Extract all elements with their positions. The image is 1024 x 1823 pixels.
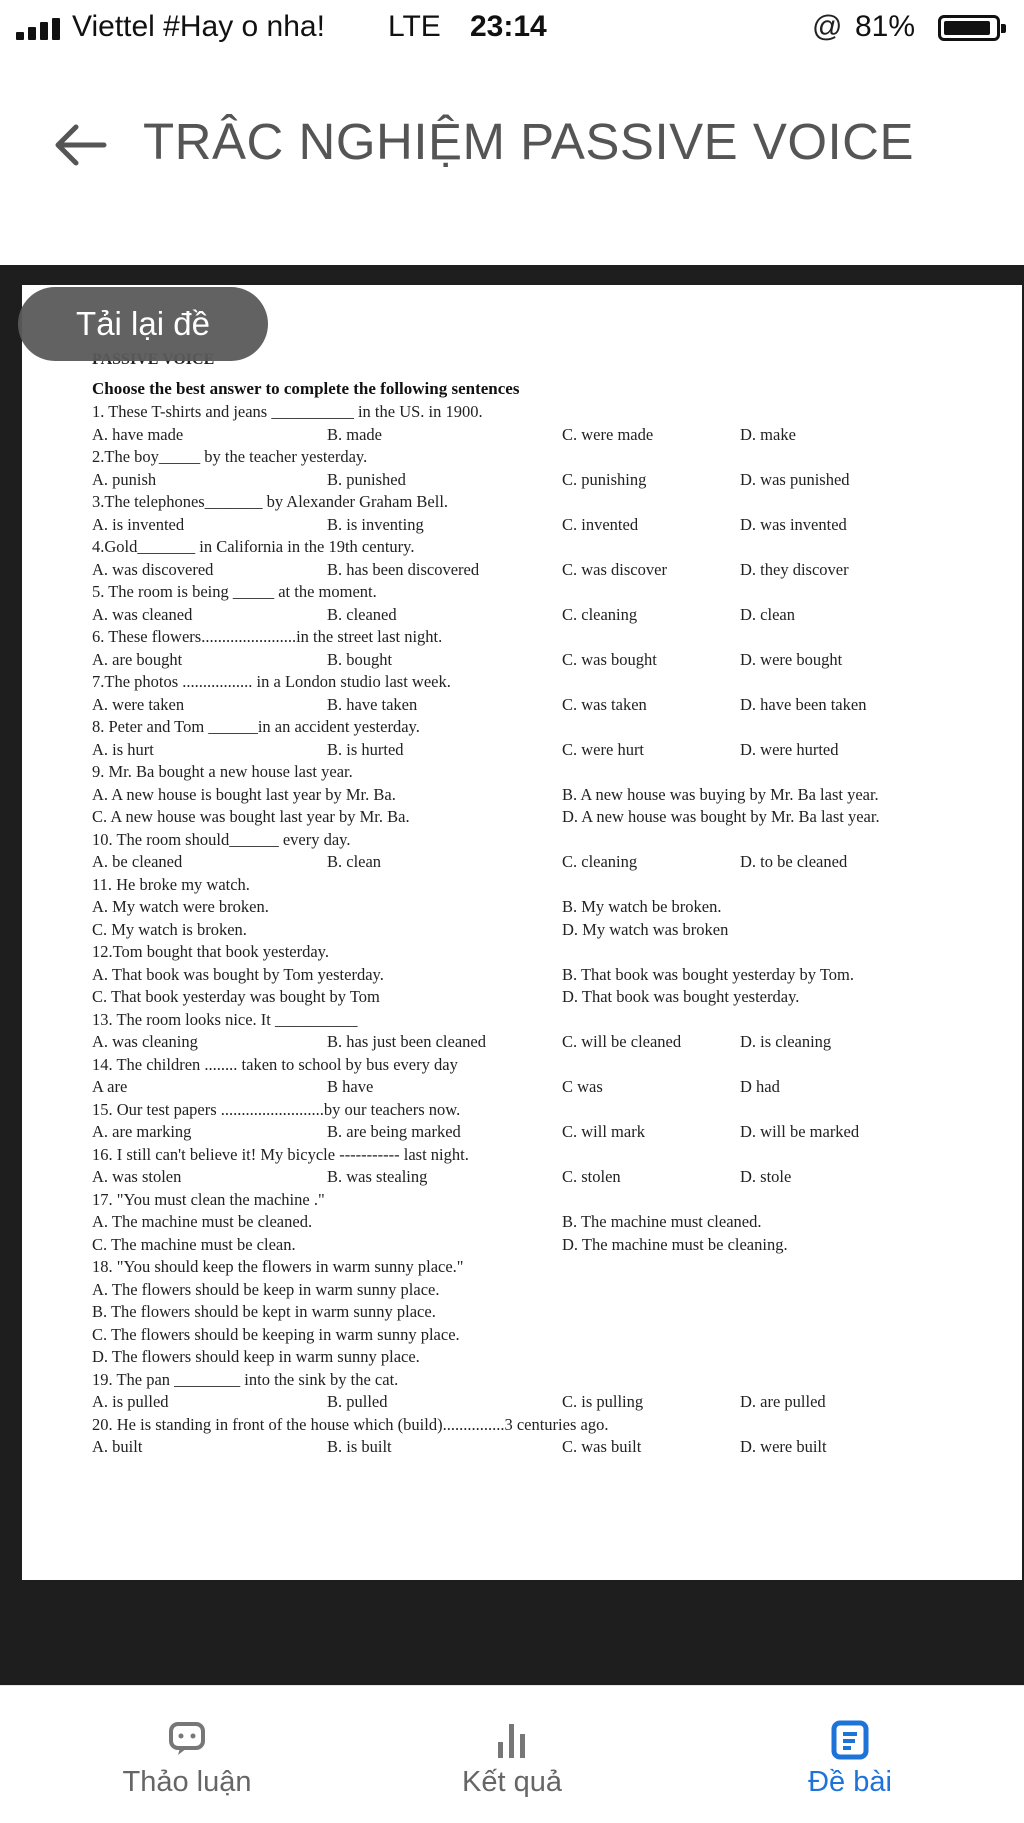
answer-option: C. was bought <box>562 649 657 669</box>
answer-option: D. A new house was bought by Mr. Ba last year. <box>562 807 880 826</box>
answer-option: C. cleaning <box>562 604 638 624</box>
answer-option: C. That book yesterday was bought by Tom <box>92 987 380 1006</box>
nav-label-discussion: Thảo luận <box>122 1766 252 1798</box>
answer-option: D. The machine must be cleaning. <box>562 1234 788 1254</box>
answer-option: C. is pulling <box>562 1392 644 1411</box>
answer-option: A. My watch were broken. <box>92 897 269 916</box>
network-type: LTE <box>388 10 441 43</box>
answer-option: B. The machine must cleaned. <box>562 1212 762 1231</box>
answer-row <box>92 694 1002 717</box>
answer-row <box>92 1166 1002 1189</box>
answer-option: A. punish <box>92 469 157 489</box>
answer-option: C. cleaning <box>562 852 638 871</box>
answer-option: C. will be cleaned <box>562 1032 682 1051</box>
question-text: 15. Our test papers .........................by our teachers now. <box>92 1099 461 1119</box>
answer-option: B. is built <box>327 1437 392 1456</box>
answer-option: C was <box>562 1077 603 1096</box>
answer-option: A. are bought <box>92 649 183 669</box>
document-image-viewer[interactable] <box>0 265 1024 1685</box>
answer-option: A. are marking <box>92 1122 192 1141</box>
question-text: 11. He broke my watch. <box>92 874 250 894</box>
answer-option: A. be cleaned <box>92 852 183 871</box>
chat-icon <box>168 1720 206 1758</box>
answer-row <box>92 424 1002 447</box>
answer-option: A. A new house is bought last year by Mr. Ba. <box>92 784 396 804</box>
answer-option: C. A new house was bought last year by Mr. Ba. <box>92 807 410 826</box>
answer-option: A. was discovered <box>92 559 214 579</box>
question-text: 19. The pan ________ into the sink by the cat. <box>92 1369 399 1389</box>
page-title: TRÂC NGHIỆM PASSIVE VOICE <box>143 113 915 170</box>
answer-option: C. punishing <box>562 469 647 489</box>
answer-option: B. is hurted <box>327 739 404 759</box>
bottom-navigation <box>0 1685 1024 1823</box>
answer-option: D. make <box>740 424 796 444</box>
carrier-name: Viettel #Hay o nha! <box>72 10 325 43</box>
answer-option: B have <box>327 1077 374 1096</box>
answer-row <box>92 1234 1002 1257</box>
answer-option: B. cleaned <box>327 604 397 624</box>
answer-option: C. was built <box>562 1437 642 1456</box>
nav-label-results: Kết quả <box>462 1766 562 1798</box>
answer-option: D. have been taken <box>740 694 867 714</box>
answer-option: D. will be marked <box>740 1122 860 1141</box>
answer-option: B. are being marked <box>327 1122 461 1141</box>
answer-option: D. was punished <box>740 469 850 489</box>
question-text: 7.The photos ................. in a London studio last week. <box>92 672 451 691</box>
answer-option: B. clean <box>327 852 382 871</box>
answer-option: B. My watch be broken. <box>562 897 722 916</box>
answer-row <box>92 1436 1002 1459</box>
answer-option: B. has just been cleaned <box>327 1032 486 1051</box>
question-text: 6. These flowers.......................in the street last night. <box>92 627 443 646</box>
answer-row <box>92 986 1002 1009</box>
status-bar <box>0 0 1024 56</box>
answer-option: D. were built <box>740 1437 827 1456</box>
answer-row <box>92 469 1002 492</box>
document-instruction: Choose the best answer to complete the following sentences <box>92 379 520 398</box>
answer-option: A. built <box>92 1437 143 1456</box>
reload-exam-button[interactable]: Tải lại đề <box>18 287 268 361</box>
nav-tab-exam[interactable] <box>700 1686 1000 1823</box>
document-icon <box>831 1720 869 1760</box>
answer-option: A. That book was bought by Tom yesterday. <box>92 964 384 984</box>
answer-option: B. bought <box>327 649 393 669</box>
answer-row <box>92 806 1002 829</box>
answer-option: C. My watch is broken. <box>92 919 247 939</box>
answer-option: C. The flowers should be keeping in warm sunny place. <box>92 1324 460 1344</box>
answer-option: A are <box>92 1077 128 1096</box>
answer-option: A. is invented <box>92 514 185 534</box>
question-text: 18. "You should keep the flowers in warm sunny place." <box>92 1257 464 1276</box>
answer-option: D. they discover <box>740 559 849 579</box>
answer-option: C. was taken <box>562 694 647 714</box>
answer-row <box>92 1076 1002 1099</box>
answer-option: D. is cleaning <box>740 1032 832 1051</box>
answer-option: A. is pulled <box>92 1392 169 1411</box>
answer-option: D had <box>740 1077 780 1096</box>
answer-row <box>92 964 1002 987</box>
status-time: 23:14 <box>470 10 547 43</box>
answer-option: B. That book was bought yesterday by Tom. <box>562 964 854 984</box>
question-text: 10. The room should______ every day. <box>92 829 351 849</box>
answer-option: B. was stealing <box>327 1167 428 1186</box>
answer-option: C. stolen <box>562 1167 621 1186</box>
answer-option: A. were taken <box>92 694 185 714</box>
answer-row <box>92 739 1002 762</box>
question-text: 16. I still can't believe it! My bicycle ----------- last night. <box>92 1144 469 1164</box>
answer-option: B. pulled <box>327 1392 388 1411</box>
battery-icon <box>938 15 1000 41</box>
answer-option: A. was cleaned <box>92 604 193 624</box>
answer-row <box>92 649 1002 672</box>
question-text: 17. "You must clean the machine ." <box>92 1189 325 1209</box>
answer-row <box>92 514 1002 537</box>
nav-label-exam: Đề bài <box>808 1766 892 1798</box>
answer-option: D. were hurted <box>740 739 839 759</box>
answer-option: A. The flowers should be keep in warm sunny place. <box>92 1279 440 1299</box>
answer-option: B. made <box>327 424 382 444</box>
question-text: 4.Gold_______ in California in the 19th century. <box>92 537 415 556</box>
answer-option: A. have made <box>92 424 184 444</box>
answer-row <box>92 784 1002 807</box>
answer-row <box>92 896 1002 919</box>
answer-option: B. has been discovered <box>327 559 480 579</box>
answer-option: C. invented <box>562 514 639 534</box>
question-text: 13. The room looks nice. It __________ <box>92 1009 358 1029</box>
nav-tab-discussion[interactable] <box>37 1686 337 1823</box>
answer-option: B. The flowers should be kept in warm sunny place. <box>92 1302 436 1321</box>
answer-option: A. was cleaning <box>92 1032 198 1051</box>
answer-option: A. The machine must be cleaned. <box>92 1212 313 1231</box>
answer-option: D. was invented <box>740 514 847 534</box>
question-text: 8. Peter and Tom ______in an accident yesterday. <box>92 717 420 736</box>
answer-option: D. My watch was broken <box>562 919 729 939</box>
answer-option: B. is inventing <box>327 514 424 534</box>
document-page <box>22 285 1022 1580</box>
answer-option: D. clean <box>740 604 795 624</box>
question-text: 20. He is standing in front of the house which (build)...............3 centuries ago. <box>92 1414 609 1434</box>
answer-option: D. were bought <box>740 649 843 669</box>
answer-row <box>92 1211 1002 1234</box>
answer-option: A. was stolen <box>92 1167 182 1186</box>
nav-tab-results[interactable] <box>362 1686 662 1823</box>
question-text: 3.The telephones_______ by Alexander Graham Bell. <box>92 492 449 511</box>
back-arrow-icon[interactable] <box>52 122 108 168</box>
question-text: 2.The boy_____ by the teacher yesterday. <box>92 447 368 466</box>
answer-row <box>92 1121 1002 1144</box>
question-text: 9. Mr. Ba bought a new house last year. <box>92 762 353 781</box>
answer-row <box>92 559 1002 582</box>
answer-option: D. The flowers should keep in warm sunny place. <box>92 1347 420 1366</box>
question-text: 14. The children ........ taken to school by bus every day <box>92 1054 458 1074</box>
answer-row <box>92 1031 1002 1054</box>
answer-option: A. is hurt <box>92 739 154 759</box>
answer-option: B. A new house was buying by Mr. Ba last year. <box>562 784 879 804</box>
question-list <box>92 401 1002 1459</box>
signal-icon <box>16 18 66 40</box>
answer-row <box>92 851 1002 874</box>
answer-row <box>92 1391 1002 1414</box>
answer-option: D. to be cleaned <box>740 852 848 871</box>
answer-option: C. will mark <box>562 1122 645 1141</box>
answer-option: C. The machine must be clean. <box>92 1234 296 1254</box>
answer-row <box>92 919 1002 942</box>
answer-option: D. stole <box>740 1167 792 1186</box>
answer-option: C. was discover <box>562 559 667 579</box>
bar-chart-icon <box>492 1720 532 1760</box>
question-text: 12.Tom bought that book yesterday. <box>92 942 329 961</box>
question-text: 5. The room is being _____ at the moment. <box>92 582 377 601</box>
answer-option: B. punished <box>327 469 406 489</box>
answer-option: D. are pulled <box>740 1392 826 1411</box>
answer-row <box>92 604 1002 627</box>
answer-option: B. have taken <box>327 694 418 714</box>
battery-percent: 81% <box>855 10 916 43</box>
rotation-lock-icon: @ <box>812 10 843 43</box>
question-text: 1. These T-shirts and jeans __________ in the US. in 1900. <box>92 402 483 421</box>
answer-option: C. were hurt <box>562 739 645 759</box>
answer-option: C. were made <box>562 424 654 444</box>
answer-option: D. That book was bought yesterday. <box>562 987 800 1006</box>
